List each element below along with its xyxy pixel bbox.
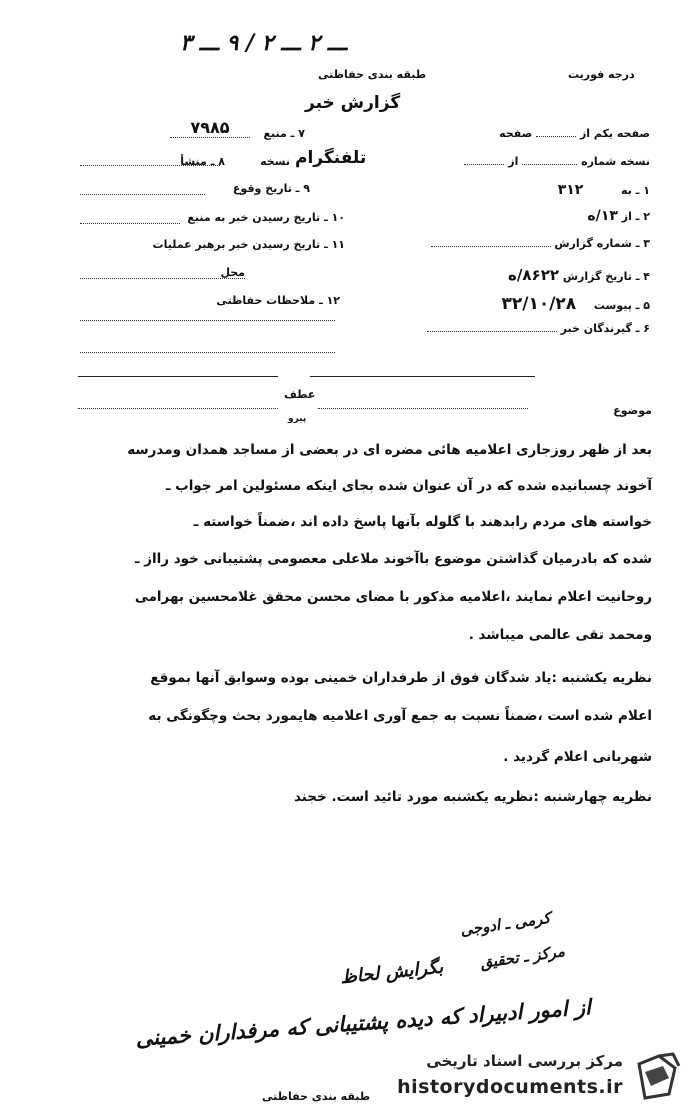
body-line-6: ومحمد تقی عالمی میباشد .	[468, 627, 652, 643]
field-security-notes: ۱۲ ـ ملاحظات حفاظتی	[216, 294, 340, 307]
opinion-line-3: شهربانی اعلام گردید .	[503, 749, 652, 765]
handwritten-line-3: بگرایش لحاظ	[339, 956, 445, 989]
field-from: ۲ ـ از ۱۳/ه	[587, 208, 650, 224]
field-attachment: ۵ ـ پیوست ۳۲/۱۰/۲۸	[501, 294, 650, 314]
handwritten-line-2: مرکز ـ تحقیق	[479, 942, 566, 972]
field-report-number: ۳ ـ شماره گزارش	[431, 237, 650, 250]
field-source-value: ۷۹۸۵	[170, 118, 250, 138]
field-copy-number: نسخه شماره از	[464, 155, 650, 168]
field-origin-value: تلفنگرام	[295, 148, 367, 168]
page-title: گزارش خبر	[305, 93, 401, 113]
field-source: ۷ ـ منبع	[263, 127, 305, 140]
body-line-5: روحانیت اعلام نمایند ،اعلامیه مذکور با مضای محسن محقق غلامحسین بهرامی	[134, 589, 652, 605]
top-scribble: ـــ ۲ ـــ ۲ / ۹ ـــ ۳	[180, 30, 347, 56]
field-location: محل	[220, 266, 245, 279]
handwritten-signature-line: از امور ادبیراد که دیده پشتیبانی که مرفداران خمینی	[134, 994, 592, 1051]
field-occurrence-date: ۹ ـ تاریخ وقوع	[232, 182, 310, 195]
field-occurrence-line	[80, 194, 205, 195]
field-notes-line1	[80, 320, 335, 321]
field-report-date: ۴ ـ تاریخ گزارش ۸۶۲۲/ه	[508, 266, 650, 284]
atf-label: عطف	[284, 388, 316, 401]
field-page: صفحه یکم از صفحه	[499, 127, 650, 140]
body-line-2: آخوند چسبانیده شده که در آن عنوان شده بجای اینکه مسئولین امر جواب ـ	[165, 478, 652, 494]
divider-left	[78, 376, 278, 377]
handwritten-line-1: کرمی ـ ادوجی	[459, 908, 552, 940]
field-to: ۱ ـ به ۳۱۲	[557, 182, 650, 198]
body-line-3: خواسته های مردم رابدهند با گلوله بآنها پاسخ داده اند ،ضمناً خواسته ـ	[193, 514, 652, 530]
watermark-title: مرکز بررسی اسناد تاریخی	[426, 1052, 623, 1070]
wednesday-opinion: نظریه چهارشنبه :نظریه یکشنبه مورد تائید است. خجند	[293, 789, 652, 805]
field-date-ops: ۱۱ ـ تاریخ رسیدن خبر برهبر عملیات	[152, 238, 345, 251]
field-notes-line2	[80, 352, 335, 353]
body-line-1: بعد از ظهر روزجاری اعلامیه هائی مضره ای در بعضی از مساجد همدان ومدرسه	[127, 442, 652, 458]
field-location-line	[80, 278, 245, 279]
opinion-line-1: نظریه یکشنبه :یاد شدگان فوق از طرفداران خمینی بوده وسوابق آنها بموقع	[150, 670, 652, 686]
watermark	[395, 1048, 685, 1106]
classification-bottom: طبقه بندی حفاظتی	[262, 1090, 371, 1103]
divider-right	[310, 376, 535, 377]
atf-line-left	[78, 408, 278, 409]
field-origin-extra: نسخه	[260, 155, 290, 168]
watermark-url: historydocuments.ir	[397, 1076, 623, 1098]
field-recipients: ۶ ـ گیرندگان خبر	[427, 322, 650, 335]
peyro-label: پیرو	[288, 414, 307, 424]
opinion-line-2: اعلام شده است ،ضمناً نسبت به جمع آوری اعلامیه هایمورد بحث وچگونگی به	[148, 708, 652, 724]
field-date-source: ۱۰ ـ تاریخ رسیدن خبر به منبع	[187, 211, 345, 224]
field-date-source-line	[80, 223, 180, 224]
classification-top: طبقه بندی حفاظتی	[318, 68, 427, 81]
body-line-4: شده که بادرمیان گذاشتن موضوع باآخوند ملاعلی معصومی پشتیبانی خود رااز ـ	[134, 551, 652, 567]
field-origin: ۸ ـ منشأ	[180, 155, 225, 168]
priority-label: درجه فوریت	[568, 68, 635, 81]
subject-label: موضوع	[613, 404, 652, 417]
document-logo-icon	[629, 1048, 685, 1104]
atf-line-right	[318, 408, 528, 409]
field-origin-line	[80, 165, 220, 166]
